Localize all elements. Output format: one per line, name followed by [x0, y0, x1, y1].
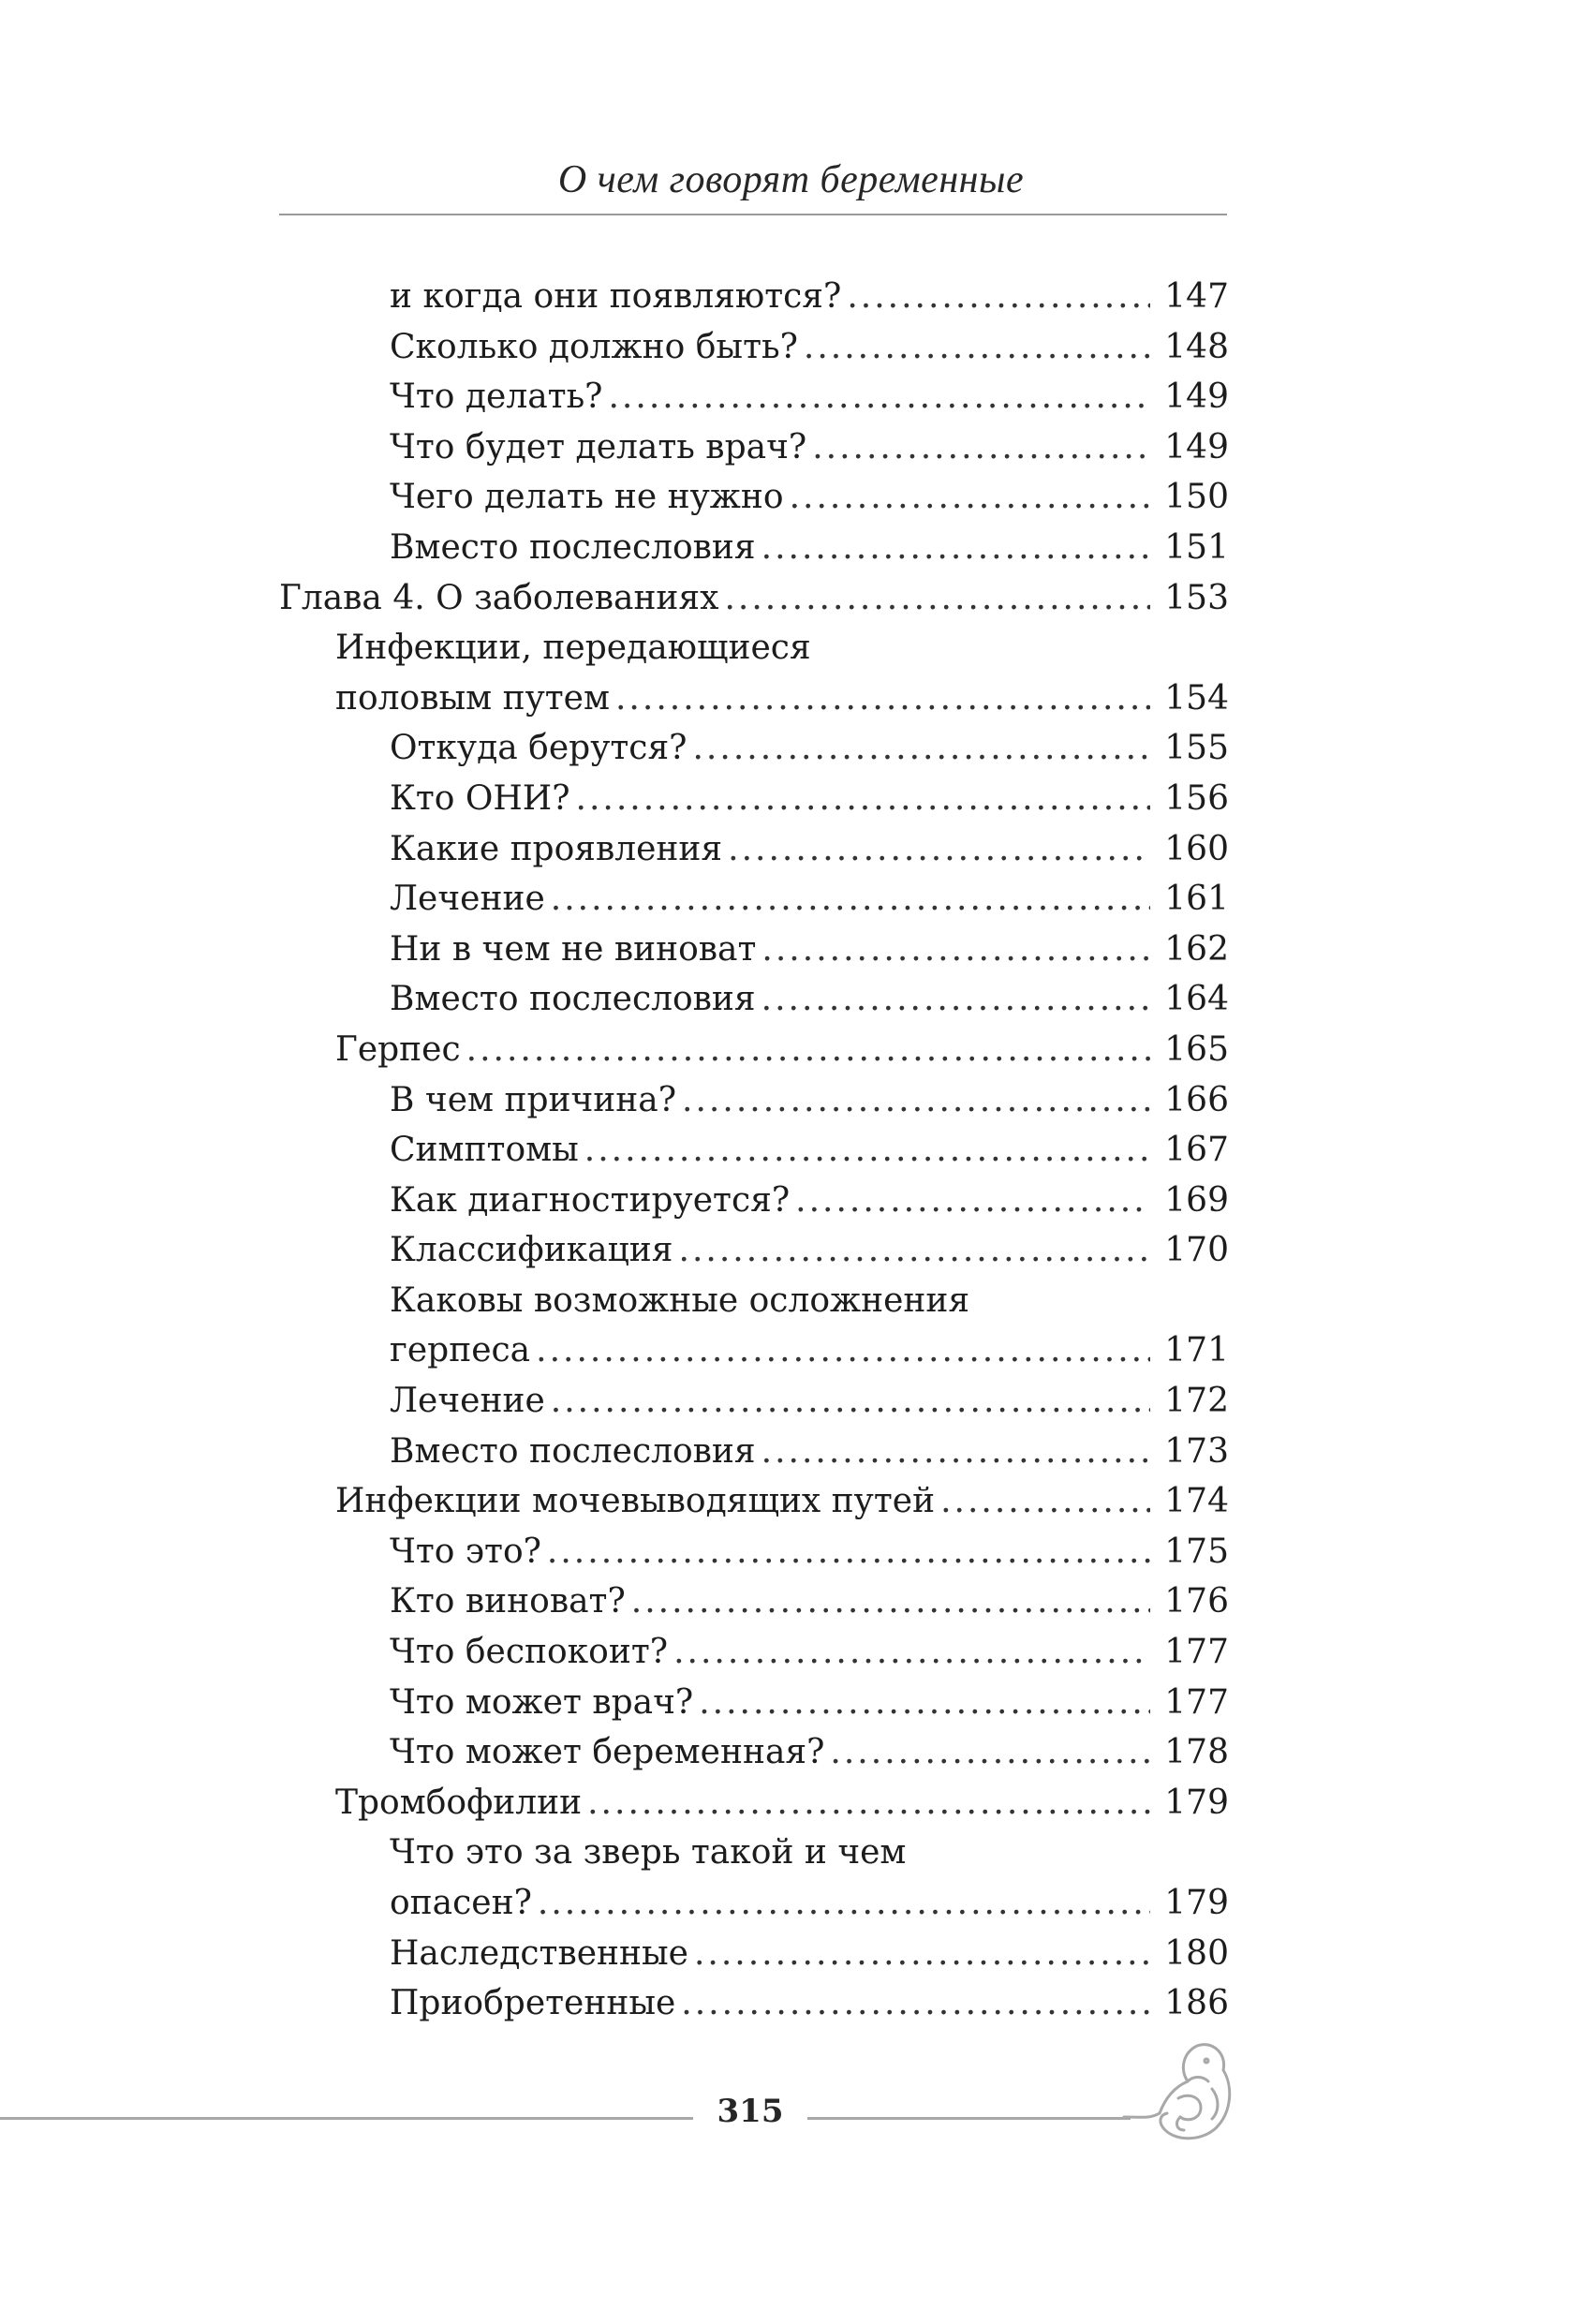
- toc-entry-title: В чем причина?: [390, 1080, 677, 1119]
- toc-leader-dots: [466, 1025, 1150, 1075]
- toc-leader-dots: [682, 1075, 1150, 1126]
- toc-entry-title: Как диагностируется?: [390, 1180, 791, 1220]
- toc-entry: [279, 1125, 1229, 1176]
- toc-entry: [279, 1025, 1229, 1075]
- toc-entry-title: Герпес: [335, 1029, 461, 1069]
- toc-entry-title: Что может беременная?: [390, 1733, 825, 1772]
- toc-leader-dots: [536, 1325, 1150, 1376]
- toc-entry-page: 167: [1164, 1131, 1229, 1170]
- toc-entry-title: Глава 4. О заболеваниях: [279, 578, 719, 617]
- toc-entry: [279, 1176, 1229, 1226]
- toc-entry-page: 164: [1164, 980, 1229, 1019]
- toc-entry: [279, 623, 1229, 674]
- header-rule: [279, 214, 1227, 215]
- toc-entry-title: Ни в чем не виноват: [390, 929, 757, 969]
- toc-entry-title: Каковы возможные осложнения: [390, 1280, 970, 1320]
- toc-leader-dots: [804, 322, 1150, 373]
- toc-leader-dots: [761, 523, 1150, 573]
- toc-leader-dots: [576, 774, 1151, 824]
- toc-leader-dots: [761, 925, 1150, 975]
- toc-entry: [279, 422, 1229, 473]
- toc-entry-title: Кто ОНИ?: [390, 778, 570, 818]
- toc-entry-page: 154: [1164, 678, 1229, 718]
- toc-leader-dots: [681, 1978, 1150, 2029]
- toc-entry: [279, 1075, 1229, 1126]
- toc-leader-dots: [547, 1527, 1150, 1577]
- toc-entry-title: Чего делать не нужно: [390, 478, 784, 517]
- running-header: О чем говорят беременные: [557, 158, 1025, 201]
- toc-entry-page: 177: [1164, 1682, 1229, 1722]
- toc-entry: [279, 1878, 1229, 1929]
- toc-entry-title: и когда они появляются?: [390, 277, 842, 316]
- toc-entry-title: Что это?: [390, 1532, 541, 1571]
- toc-entry: [279, 573, 1229, 624]
- toc-entry: [279, 1978, 1229, 2029]
- toc-leader-dots: [679, 1225, 1150, 1276]
- toc-leader-dots: [631, 1576, 1150, 1627]
- toc-entry-title: половым путем: [335, 678, 610, 718]
- toc-entry-page: 179: [1164, 1884, 1229, 1922]
- toc-entry: [279, 674, 1229, 724]
- toc-entry: [279, 272, 1229, 322]
- toc-leader-dots: [790, 472, 1150, 523]
- toc-entry: [279, 1929, 1229, 1979]
- toc-entry-page: 147: [1164, 277, 1229, 316]
- toc-entry-title: Кто виноват?: [390, 1582, 626, 1621]
- toc-entry: [279, 974, 1229, 1025]
- toc-leader-dots: [584, 1125, 1150, 1176]
- page-number: 315: [717, 2093, 784, 2130]
- toc-entry-page: 155: [1164, 729, 1229, 768]
- toc-entry-page: 165: [1164, 1029, 1229, 1069]
- toc-leader-dots: [551, 1376, 1150, 1427]
- toc-leader-dots: [615, 674, 1150, 724]
- toc-entry-page: 149: [1164, 427, 1229, 466]
- toc-entry: [279, 322, 1229, 373]
- toc-entry: [279, 1427, 1229, 1477]
- toc-entry: [279, 1678, 1229, 1728]
- toc-leader-dots: [940, 1476, 1150, 1527]
- toc-entry-page: 156: [1164, 778, 1229, 818]
- toc-entry-page: 150: [1164, 478, 1229, 517]
- toc-entry-title: Что делать?: [390, 377, 603, 417]
- toc-leader-dots: [551, 874, 1150, 925]
- toc-entry-page: 161: [1164, 880, 1229, 919]
- toc-leader-dots: [699, 1678, 1150, 1728]
- toc-entry-page: 162: [1164, 929, 1229, 969]
- toc-entry-title: Инфекции мочевыводящих путей: [335, 1482, 936, 1521]
- fetus-icon: [1122, 2033, 1235, 2145]
- toc-entry-page: 151: [1164, 527, 1229, 567]
- toc-entry-page: 176: [1164, 1582, 1229, 1621]
- toc-entry-page: 186: [1164, 1984, 1229, 2023]
- toc-entry: [279, 824, 1229, 875]
- toc-entry-page: 175: [1164, 1532, 1229, 1571]
- toc-entry-page: 173: [1164, 1431, 1229, 1471]
- toc-entry-title: Классификация: [390, 1231, 673, 1270]
- toc-entry-page: 148: [1164, 327, 1229, 366]
- toc-entry: [279, 1325, 1229, 1376]
- toc-entry-title: герпеса: [390, 1331, 531, 1370]
- toc-entry: [279, 723, 1229, 774]
- toc-entry-title: Симптомы: [390, 1131, 579, 1170]
- toc-entry-page: 180: [1164, 1933, 1229, 1973]
- toc-leader-dots: [728, 824, 1150, 875]
- toc-entry-title: Что будет делать врач?: [390, 427, 807, 466]
- toc-leader-dots: [812, 422, 1150, 473]
- toc-entry-page: 169: [1164, 1180, 1229, 1220]
- toc-entry-title: Инфекции, передающиеся: [335, 629, 811, 668]
- toc-entry-title: Что может врач?: [390, 1682, 694, 1722]
- toc-entry: [279, 1828, 1229, 1878]
- toc-entry: [279, 925, 1229, 975]
- toc-entry: [279, 874, 1229, 925]
- toc-entry: [279, 1476, 1229, 1527]
- toc-entry-page: 153: [1164, 578, 1229, 617]
- toc-leader-dots: [724, 573, 1150, 624]
- toc-entry: [279, 372, 1229, 422]
- toc-leader-dots: [694, 1929, 1150, 1979]
- toc-entry-title: Вместо послесловия: [390, 980, 756, 1019]
- toc-entry-title: Вместо послесловия: [390, 527, 756, 567]
- toc-entry-title: Лечение: [390, 880, 545, 919]
- toc-entry-title: Что беспокоит?: [390, 1633, 669, 1672]
- toc-entry-page: 178: [1164, 1733, 1229, 1772]
- toc-leader-dots: [795, 1176, 1150, 1226]
- toc-entry-page: 177: [1164, 1633, 1229, 1672]
- toc-entry-title: Лечение: [390, 1382, 545, 1421]
- toc-entry-page: 149: [1164, 377, 1229, 417]
- toc-leader-dots: [608, 372, 1150, 422]
- toc-entry-page: 170: [1164, 1231, 1229, 1270]
- toc-leader-dots: [673, 1627, 1150, 1678]
- toc-entry-page: 172: [1164, 1382, 1229, 1421]
- toc-entry: [279, 1527, 1229, 1577]
- toc-entry-page: 171: [1164, 1331, 1229, 1370]
- toc-entry-title: Тромбофилии: [335, 1783, 583, 1822]
- toc-entry: [279, 523, 1229, 573]
- toc-entry: [279, 774, 1229, 824]
- toc-leader-dots: [692, 723, 1150, 774]
- toc-entry-page: 166: [1164, 1080, 1229, 1119]
- toc-leader-dots: [847, 272, 1150, 322]
- toc-leader-dots: [761, 1427, 1150, 1477]
- toc-entry: [279, 1576, 1229, 1627]
- toc-entry-page: 160: [1164, 829, 1229, 868]
- toc-entry-title: Приобретенные: [390, 1984, 676, 2023]
- toc-leader-dots: [538, 1878, 1150, 1929]
- toc-entry: [279, 1627, 1229, 1678]
- toc-entry-title: Какие проявления: [390, 829, 723, 868]
- toc-entry: [279, 1778, 1229, 1828]
- table-of-contents: [279, 272, 1229, 2029]
- toc-leader-dots: [587, 1778, 1150, 1828]
- footer-rule-right: [807, 2117, 1131, 2120]
- toc-entry: [279, 472, 1229, 523]
- toc-entry: [279, 1727, 1229, 1778]
- toc-entry: [279, 1276, 1229, 1326]
- toc-entry-title: Вместо послесловия: [390, 1431, 756, 1471]
- toc-entry-title: опасен?: [390, 1884, 532, 1922]
- toc-entry-title: Что это за зверь такой и чем: [390, 1833, 907, 1873]
- toc-entry: [279, 1225, 1229, 1276]
- toc-entry-page: 179: [1164, 1783, 1229, 1822]
- toc-leader-dots: [830, 1727, 1150, 1778]
- toc-entry-title: Сколько должно быть?: [390, 327, 798, 366]
- toc-entry-page: 174: [1164, 1482, 1229, 1521]
- toc-entry-title: Наследственные: [390, 1933, 688, 1973]
- toc-leader-dots: [761, 974, 1150, 1025]
- toc-entry-title: Откуда берутся?: [390, 729, 688, 768]
- footer-rule-left: [0, 2117, 693, 2120]
- toc-entry: [279, 1376, 1229, 1427]
